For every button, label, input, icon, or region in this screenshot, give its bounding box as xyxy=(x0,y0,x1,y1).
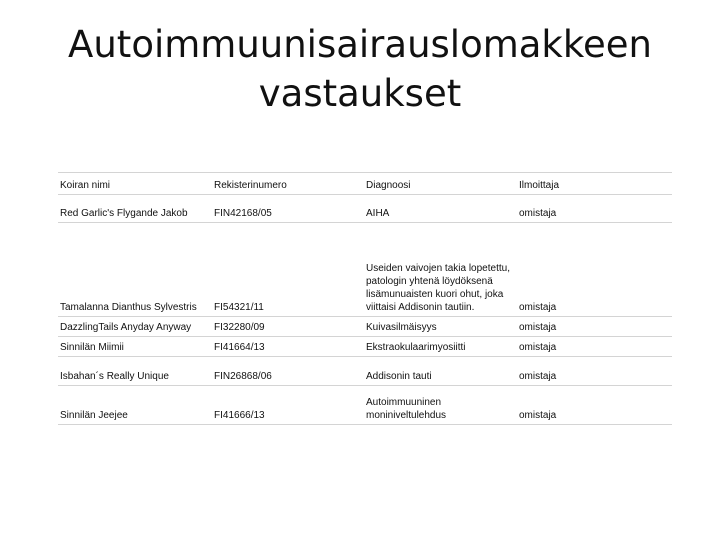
cell-reporter: omistaja xyxy=(517,357,672,386)
table-row xyxy=(58,223,672,317)
table-row xyxy=(58,195,672,223)
cell-dog-name: Isbahan´s Really Unique xyxy=(58,357,212,386)
title-line-2: vastaukset xyxy=(258,72,462,115)
header-registration-number: Rekisterinumero xyxy=(212,173,364,195)
page-title xyxy=(0,20,720,118)
cell-registration-number: FIN42168/05 xyxy=(212,195,364,223)
table-row xyxy=(58,317,672,337)
cell-diagnosis: Autoimmuuninen moniniveltulehdus xyxy=(364,386,517,425)
header-dog-name: Koiran nimi xyxy=(58,173,212,195)
cell-dog-name: DazzlingTails Anyday Anyway xyxy=(58,317,212,337)
cell-dog-name: Red Garlic's Flygande Jakob xyxy=(58,195,212,223)
header-reporter: Ilmoittaja xyxy=(517,173,672,195)
table-header-row xyxy=(58,173,672,195)
responses-table xyxy=(58,172,672,425)
cell-registration-number: FI41666/13 xyxy=(212,386,364,425)
cell-reporter: omistaja xyxy=(517,337,672,357)
table-row xyxy=(58,357,672,386)
title-line-1: Autoimmuunisairauslomakkeen xyxy=(68,23,652,66)
cell-registration-number: FI41664/13 xyxy=(212,337,364,357)
cell-reporter: omistaja xyxy=(517,223,672,317)
cell-diagnosis: Kuivasilmäisyys xyxy=(364,317,517,337)
cell-dog-name: Sinnilän Miimii xyxy=(58,337,212,357)
cell-reporter: omistaja xyxy=(517,386,672,425)
header-diagnosis: Diagnoosi xyxy=(364,173,517,195)
table-row xyxy=(58,386,672,425)
cell-diagnosis: AIHA xyxy=(364,195,517,223)
cell-registration-number: FIN26868/06 xyxy=(212,357,364,386)
cell-dog-name: Sinnilän Jeejee xyxy=(58,386,212,425)
cell-diagnosis: Addisonin tauti xyxy=(364,357,517,386)
cell-diagnosis: Useiden vaivojen takia lopetettu, patologin yhtenä löydöksenä lisämunuaisten kuori ohut, joka viittaisi Addisonin tautiin. xyxy=(364,223,517,317)
cell-reporter: omistaja xyxy=(517,195,672,223)
cell-dog-name: Tamalanna Dianthus Sylvestris xyxy=(58,223,212,317)
cell-reporter: omistaja xyxy=(517,317,672,337)
cell-registration-number: FI32280/09 xyxy=(212,317,364,337)
cell-diagnosis: Ekstraokulaarimyosiitti xyxy=(364,337,517,357)
cell-registration-number: FI54321/11 xyxy=(212,223,364,317)
table-row xyxy=(58,337,672,357)
